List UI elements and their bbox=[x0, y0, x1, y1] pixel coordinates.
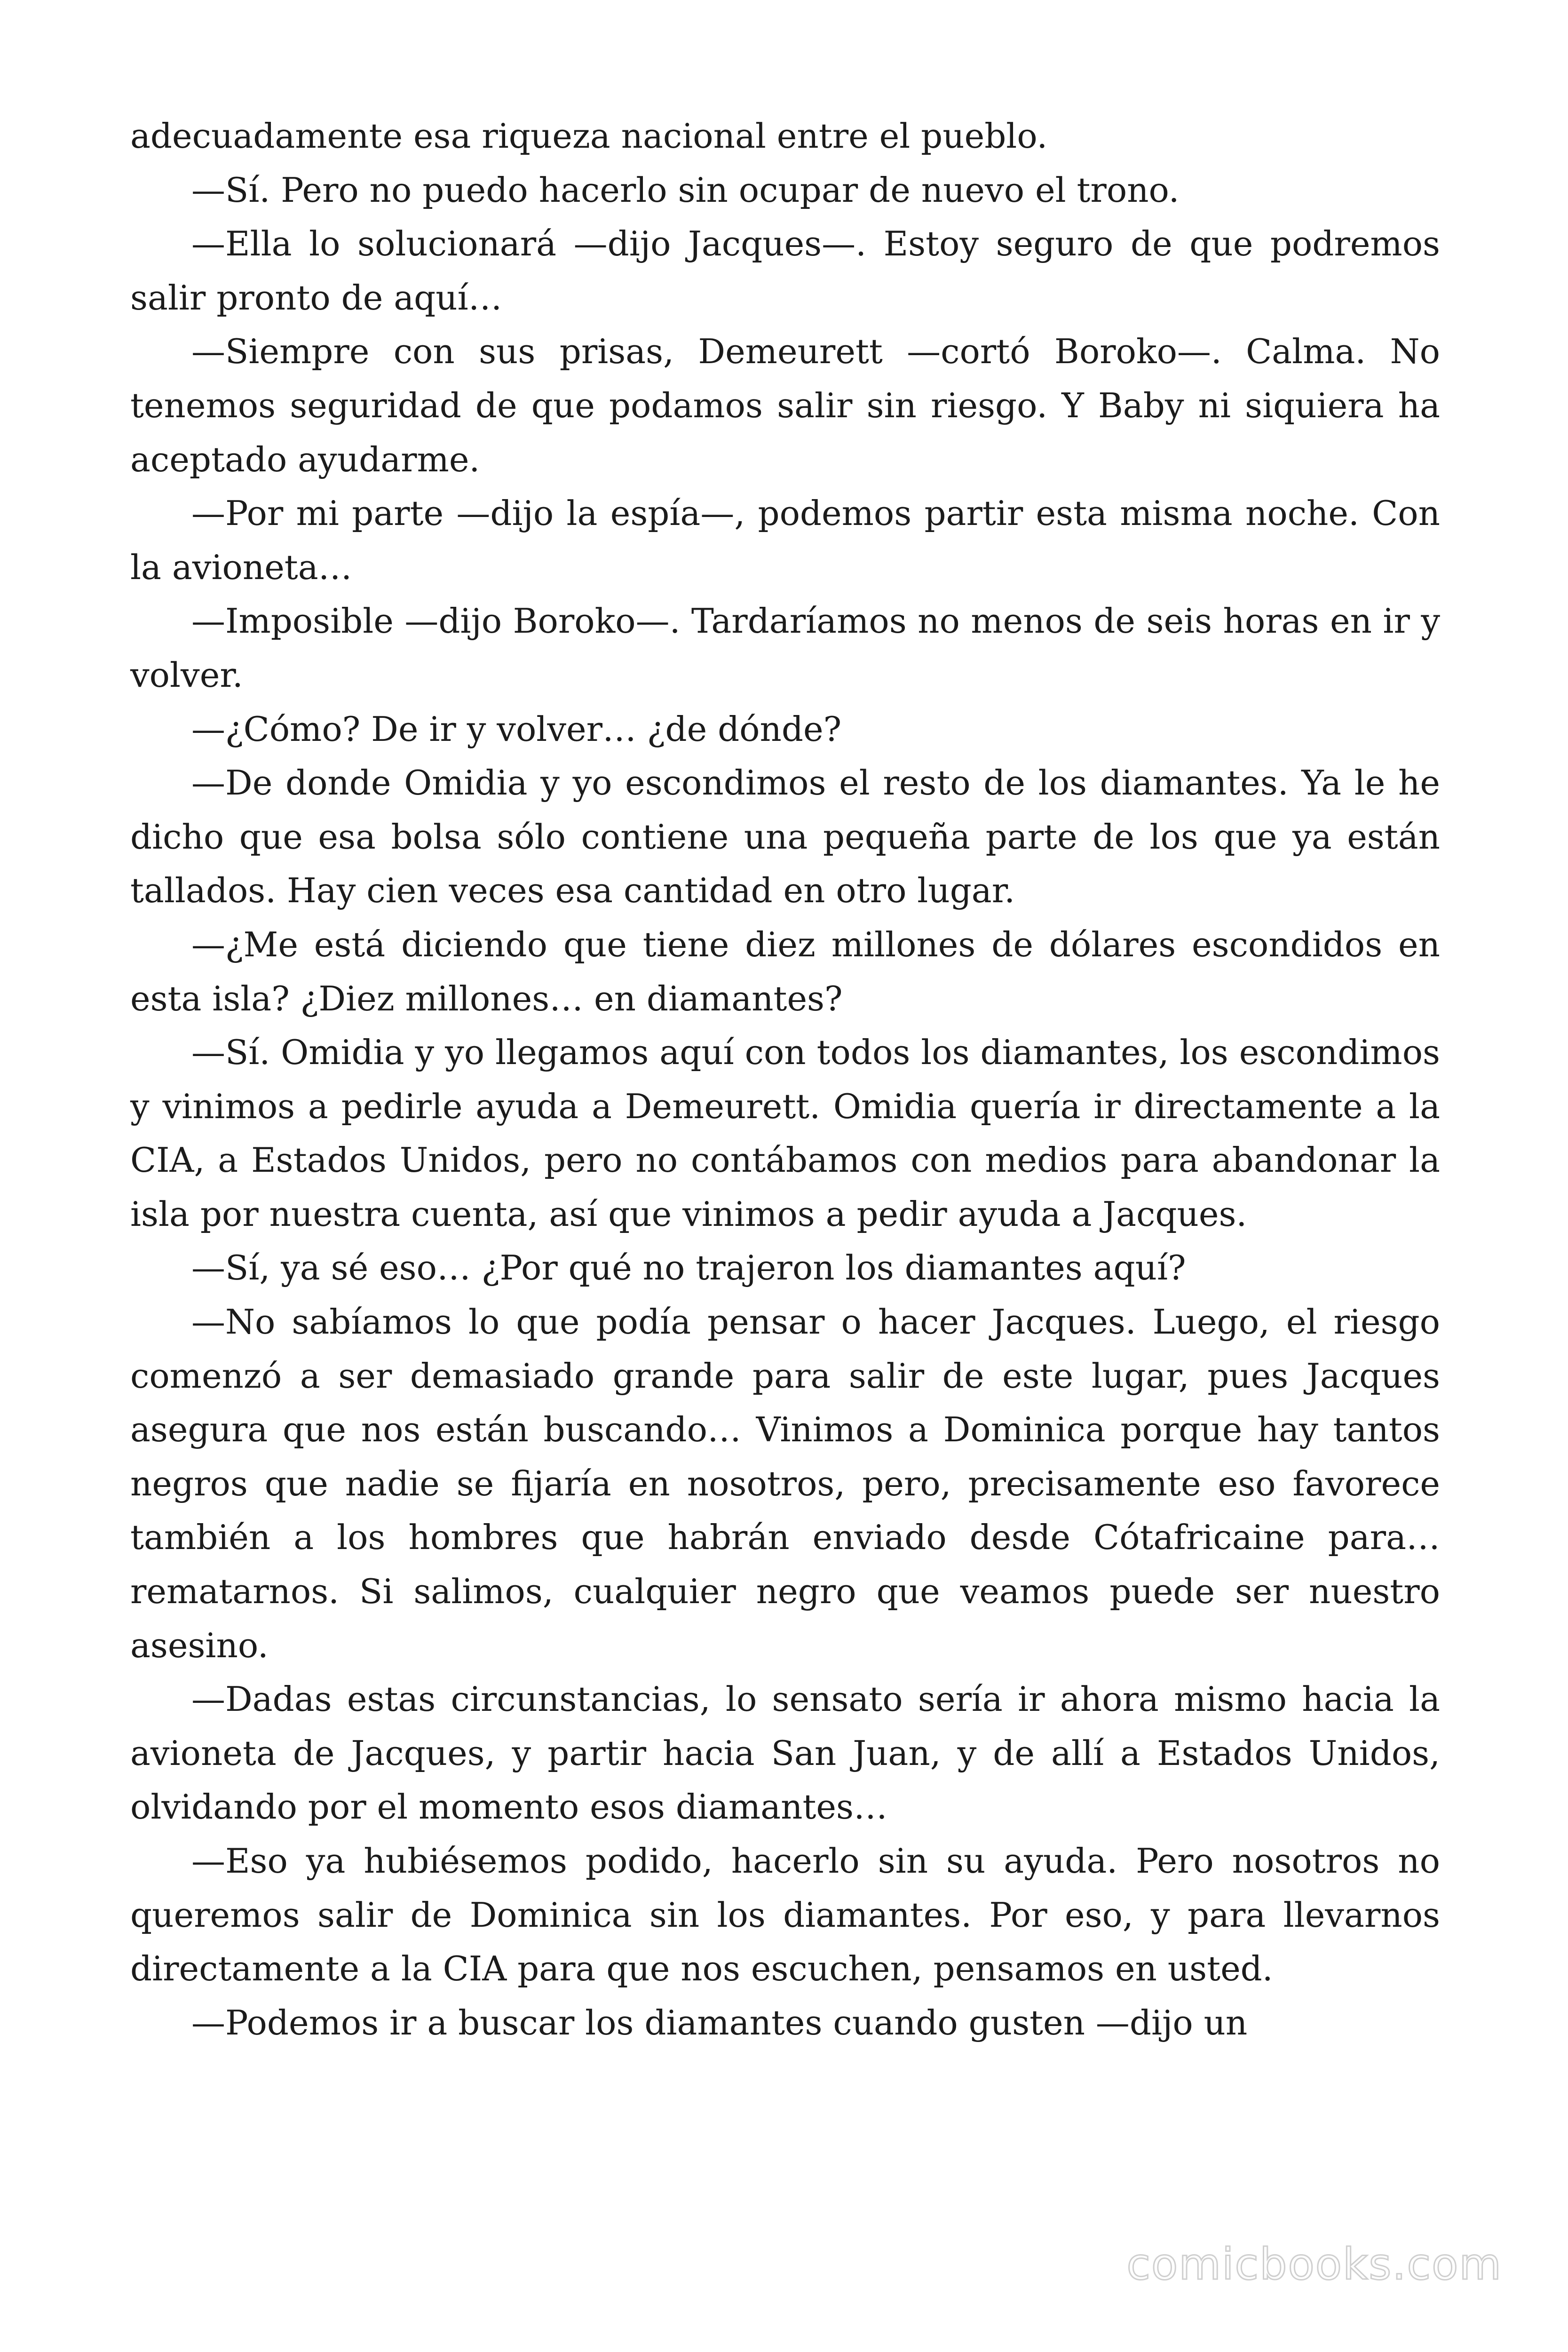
paragraph: —Ella lo solucionará —dijo Jacques—. Estoy seguro de que podremos salir pronto de aquí… bbox=[130, 224, 1440, 318]
paragraph-continued: adecuadamente esa riqueza nacional entre el pueblo. bbox=[130, 116, 1048, 156]
paragraph: —Sí. Omidia y yo llegamos aquí con todos los diamantes, los escondimos y vinimos a pedirle ayuda a Demeurett. Omidia quería ir directamente a la CIA, a Estados Unidos, pero no contábamos con medios para abandonar la isla por nuestra cuenta, así que vinimos a pedir ayuda a Jacques. bbox=[130, 1033, 1440, 1234]
paragraph: —Imposible —dijo Boroko—. Tardaríamos no menos de seis horas en ir y volver. bbox=[130, 601, 1440, 695]
paragraph: —Sí, ya sé eso… ¿Por qué no trajeron los diamantes aquí? bbox=[191, 1248, 1186, 1288]
book-page-text bbox=[130, 109, 1440, 2050]
paragraph: —Sí. Pero no puedo hacerlo sin ocupar de nuevo el trono. bbox=[191, 170, 1180, 210]
paragraph: —No sabíamos lo que podía pensar o hacer Jacques. Luego, el riesgo comenzó a ser demasiado grande para salir de este lugar, pues Jacques asegura que nos están buscando… Vinimos a Dominica porque hay tantos negros que nadie se fijaría en nosotros, pero, precisamente eso favorece también a los hombres que habrán enviado desde Cótafricaine para… rematarnos. Si salimos, cualquier negro que veamos puede ser nuestro asesino. bbox=[130, 1302, 1440, 1665]
paragraph: —Eso ya hubiésemos podido, hacerlo sin su ayuda. Pero nosotros no queremos salir de Dominica sin los diamantes. Por eso, y para llevarnos directamente a la CIA para que nos escuchen, pensamos en usted. bbox=[130, 1841, 1440, 1989]
paragraph: —¿Cómo? De ir y volver… ¿de dónde? bbox=[191, 709, 842, 749]
paragraph: —Por mi parte —dijo la espía—, podemos partir esta misma noche. Con la avioneta… bbox=[130, 493, 1440, 587]
paragraph: —Dadas estas circunstancias, lo sensato sería ir ahora mismo hacia la avioneta de Jacques, y partir hacia San Juan, y de allí a Estados Unidos, olvidando por el momento esos diamantes… bbox=[130, 1679, 1440, 1827]
paragraph: —Siempre con sus prisas, Demeurett —cortó Boroko—. Calma. No tenemos seguridad de que podamos salir sin riesgo. Y Baby ni siquiera ha aceptado ayudarme. bbox=[130, 332, 1440, 479]
watermark-text: comicbooks.com bbox=[1126, 2239, 1502, 2289]
paragraph: —¿Me está diciendo que tiene diez millones de dólares escondidos en esta isla? ¿Diez millones… en diamantes? bbox=[130, 924, 1440, 1018]
paragraph: —Podemos ir a buscar los diamantes cuando gusten —dijo un bbox=[191, 2002, 1248, 2042]
paragraph: —De donde Omidia y yo escondimos el resto de los diamantes. Ya le he dicho que esa bolsa sólo contiene una pequeña parte de los que ya están tallados. Hay cien veces esa cantidad en otro lugar. bbox=[130, 763, 1440, 911]
